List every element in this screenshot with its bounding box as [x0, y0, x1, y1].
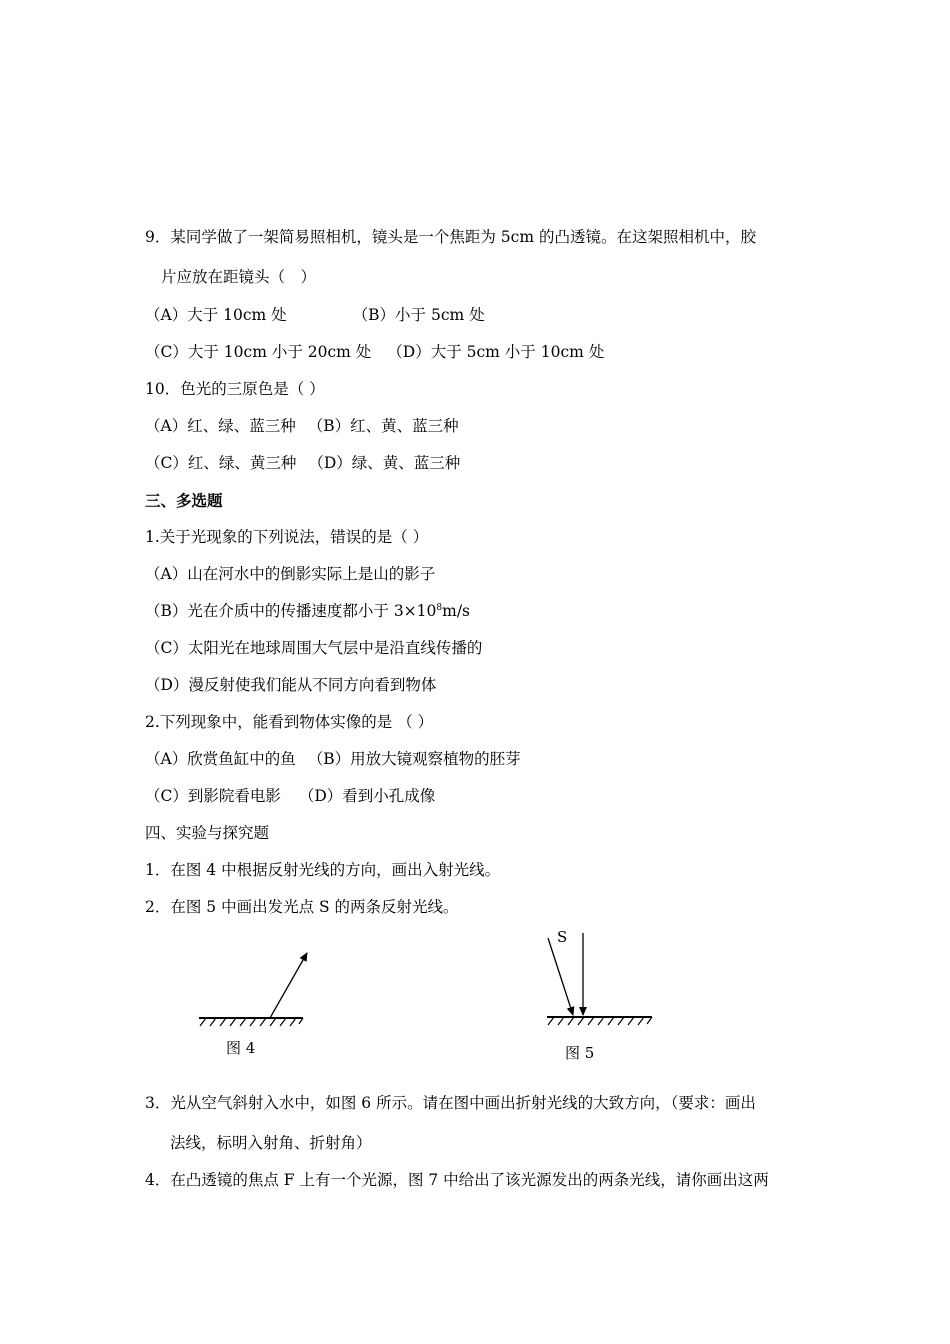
s3-q2-options-ab [145, 749, 521, 769]
section4-title: 四、实验与探究题 [145, 824, 270, 842]
s3-q2-options-cd [145, 786, 435, 806]
s4-q4-line1: 4．在凸透镜的焦点 F 上有一个光源，图 7 中给出了该光源发出的两条光线，请你画出这两 [145, 1171, 769, 1189]
q10-options-cd [145, 453, 460, 473]
s3-q1-option-b-exponent: 8 [436, 602, 443, 613]
fig4-hatching [200, 1018, 303, 1026]
q10-stem: 10．色光的三原色是（ ） [145, 380, 325, 398]
s4-q2: 2．在图 5 中画出发光点 S 的两条反射光线。 [145, 898, 459, 916]
q9-option-a: （A）大于 10cm 处 [145, 306, 287, 324]
fig5-point-label: S [557, 928, 568, 946]
s3-q2-option-b: （B）用放大镜观察植物的胚芽 [307, 750, 521, 768]
q9-stem-line1: 9．某同学做了一架简易照相机，镜头是一个焦距为 5cm 的凸透镜。在这架照相机中，胶 [145, 228, 756, 246]
q10-options-ab [145, 416, 459, 436]
s4-q3-line2: 法线，标明入射角、折射角） [170, 1134, 372, 1152]
fig5-hatching [548, 1017, 652, 1025]
s4-q3-line1: 3．光从空气斜射入水中，如图 6 所示。请在图中画出折射光线的大致方向，（要求：画出 [145, 1094, 756, 1112]
q9-option-d: （D）大于 5cm 小于 10cm 处 [387, 343, 605, 361]
q10-option-c: （C）红、绿、黄三种 [145, 454, 297, 472]
s3-q1-stem: 1.关于光现象的下列说法，错误的是（ ） [145, 528, 429, 546]
s3-q1-option-c: （C）太阳光在地球周围大气层中是沿直线传播的 [145, 639, 483, 657]
q9-options-cd [145, 342, 604, 362]
fig4-reflected-ray [270, 953, 307, 1018]
figure-4 [190, 940, 320, 1040]
q9-stem-line2: 片应放在距镜头（ ） [161, 268, 317, 286]
q10-option-d: （D）绿、黄、蓝三种 [308, 454, 461, 472]
s3-q2-option-c: （C）到影院看电影 [145, 787, 281, 805]
section3-title: 三、多选题 [145, 491, 223, 510]
fig5-caption: 图 5 [565, 1044, 595, 1062]
s3-q1-option-d: （D）漫反射使我们能从不同方向看到物体 [145, 676, 437, 694]
s3-q2-stem: 2.下列现象中，能看到物体实像的是 （ ） [145, 713, 434, 731]
s3-q2-option-d: （D）看到小孔成像 [298, 787, 436, 805]
fig4-caption: 图 4 [226, 1039, 256, 1057]
fig5-incident-ray-oblique [548, 938, 573, 1015]
s3-q1-option-b-text: （B）光在介质中的传播速度都小于 3×10 [145, 602, 437, 620]
q9-option-c: （C）大于 10cm 小于 20cm 处 [145, 343, 372, 361]
q10-option-a: （A）红、绿、蓝三种 [145, 417, 296, 435]
s3-q2-option-a: （A）欣赏鱼缸中的鱼 [145, 750, 296, 768]
s4-q1: 1．在图 4 中根据反射光线的方向，画出入射光线。 [145, 861, 501, 879]
q10-option-b: （B）红、黄、蓝三种 [307, 417, 459, 435]
q9-options-ab [145, 305, 485, 325]
q9-option-b: （B）小于 5cm 处 [352, 306, 485, 324]
s3-q1-option-a: （A）山在河水中的倒影实际上是山的影子 [145, 565, 436, 583]
s3-q1-option-b-unit: m/s [442, 602, 470, 620]
s3-q1-option-b [145, 601, 470, 621]
